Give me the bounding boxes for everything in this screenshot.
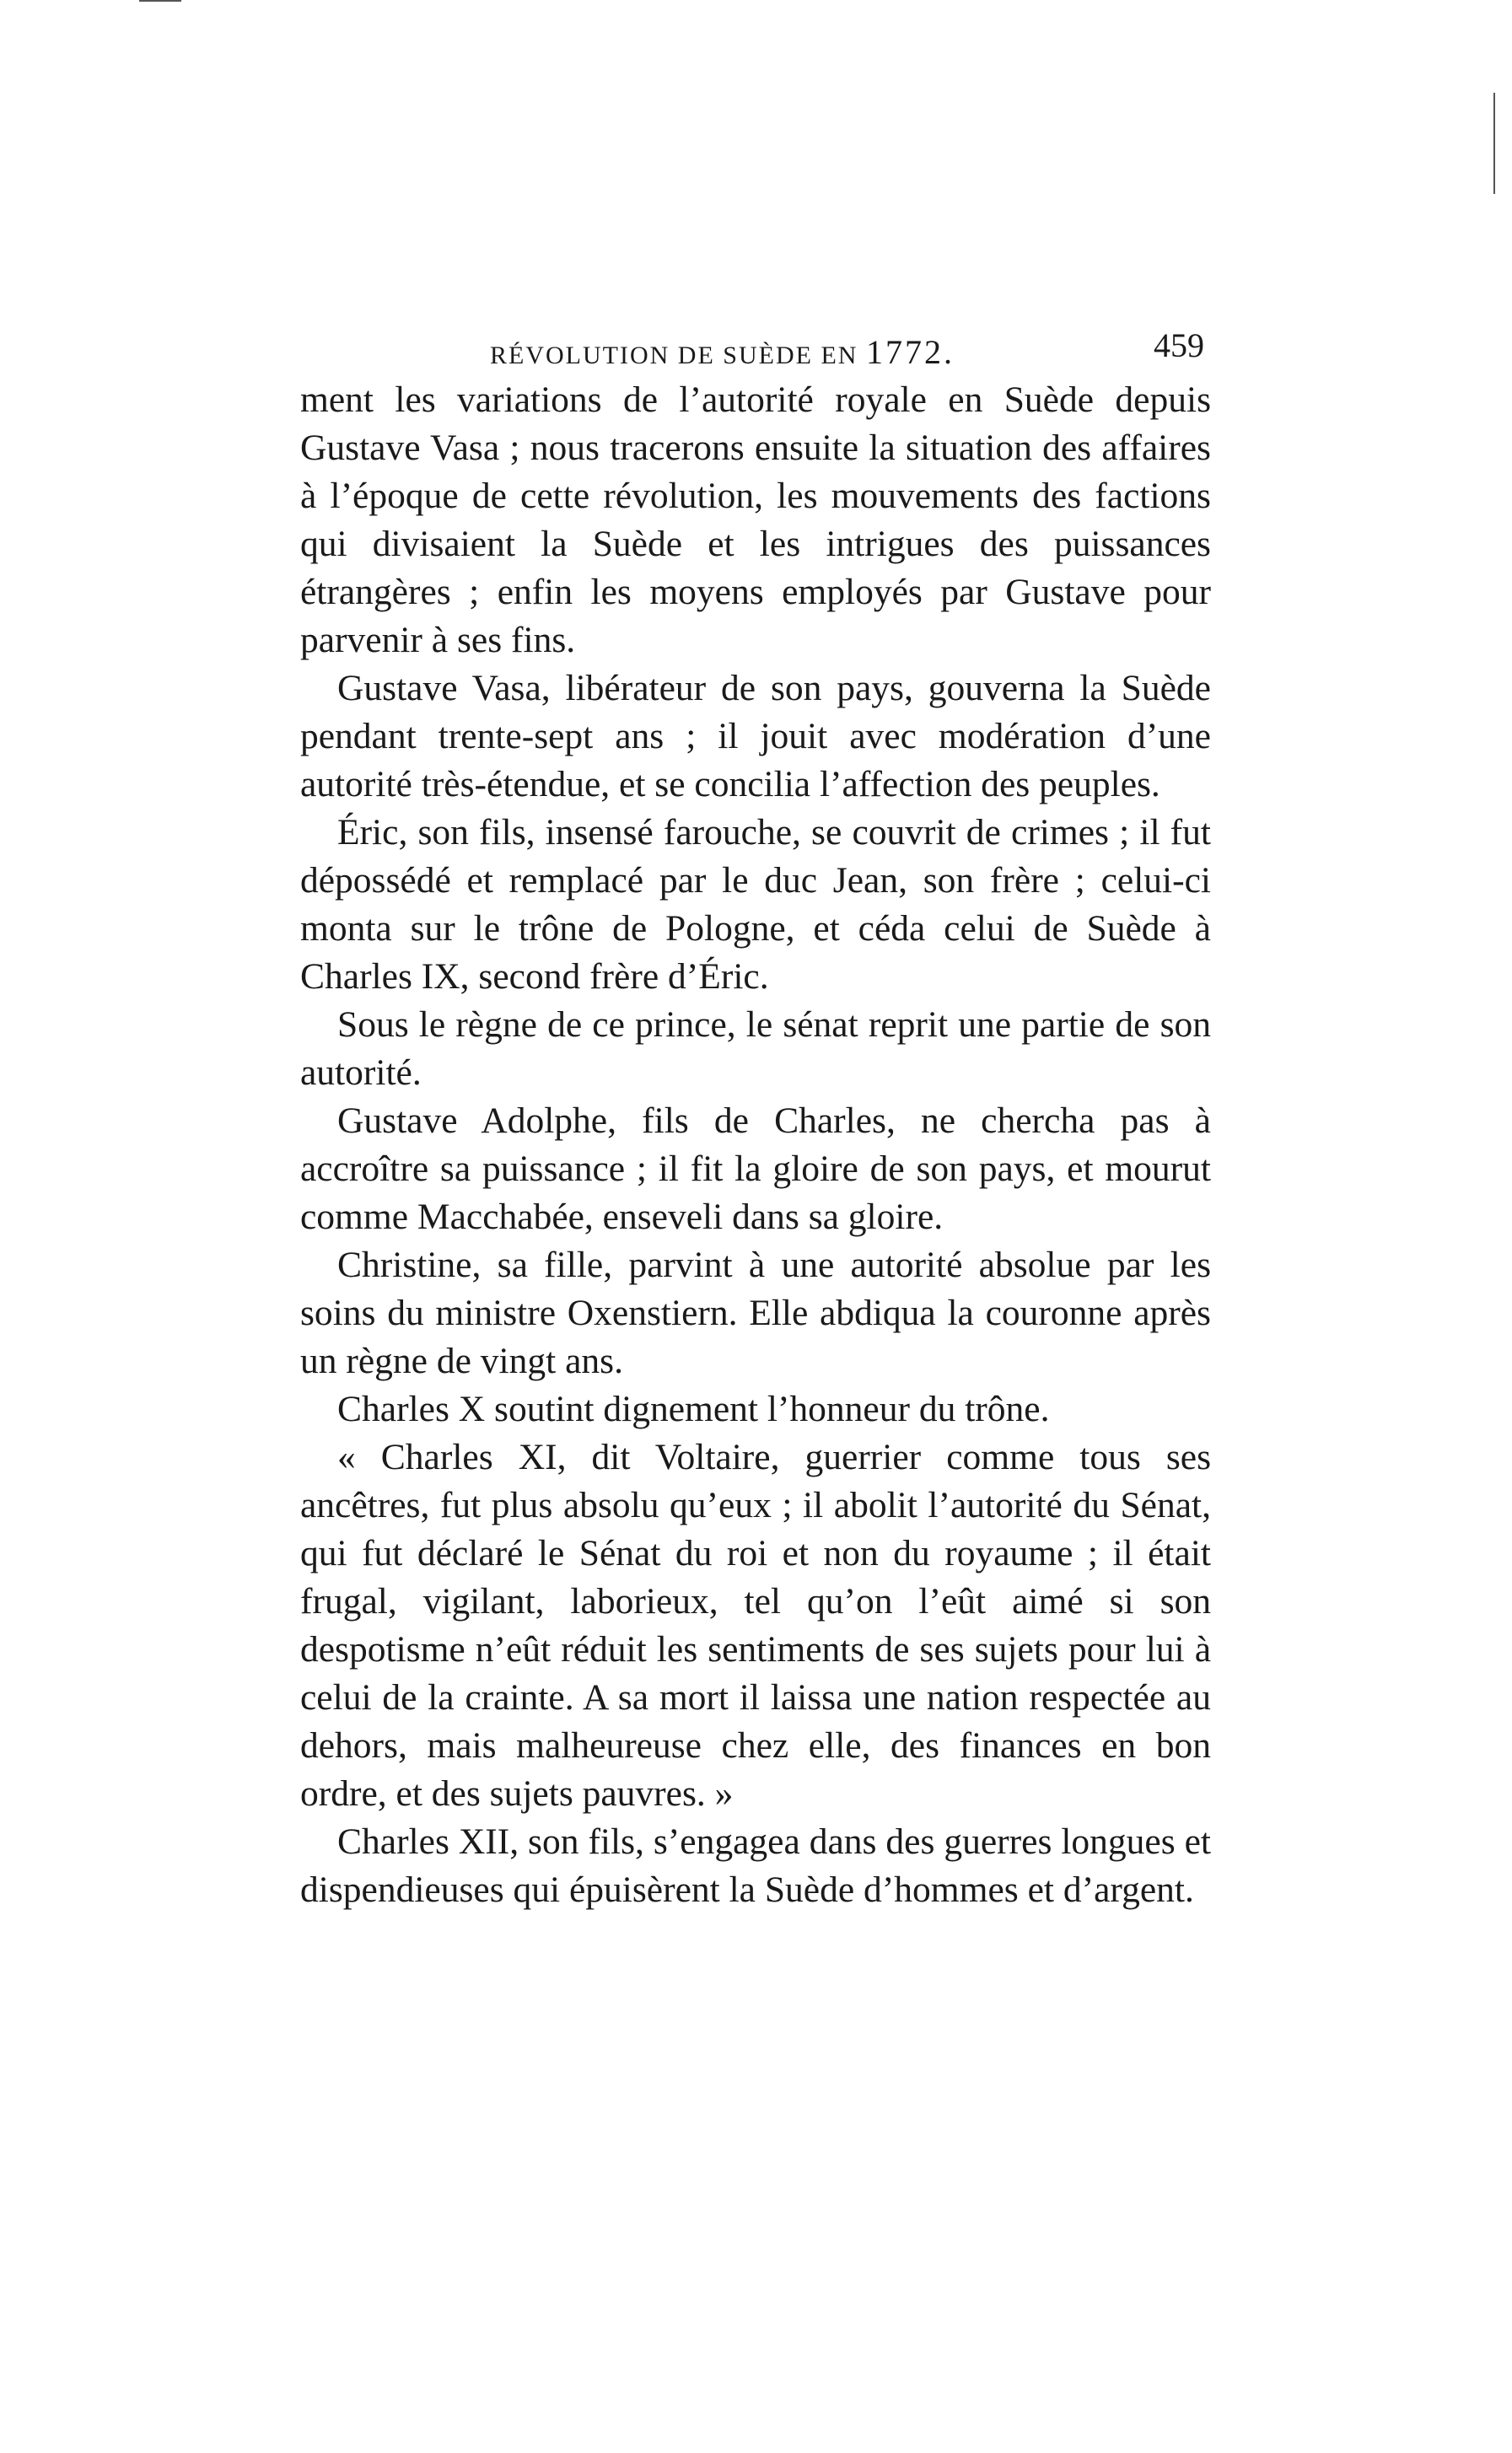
paragraph-charles-xi-quote: « Charles XI, dit Voltaire, guerrier comme tous ses ancêtres, fut plus absolu qu’eux ; il abolit l’autorité du Sénat, qui fut déclaré le Sénat du roi et non du royaume ; il était frugal, vigilant, laborieux, tel qu’on l’eût aimé si son despotisme n’eût réduit les sentiments de ses sujets pour lui à celui de la crainte. A sa mort il laissa une nation respectée au dehors, mais malheureuse chez elle, des finances en bon ordre, et des sujets pauvres. » — [300, 1437, 1211, 1814]
paragraph-gustave-adolphe: Gustave Adolphe, fils de Charles, ne chercha pas à accroître sa puissance ; il fit la gloire de son pays, et mourut comme Macchabée, enseveli dans sa gloire. — [300, 1100, 1211, 1237]
paragraph-charles-ix: Sous le règne de ce prince, le sénat reprit une partie de son autorité. — [300, 1004, 1211, 1093]
paragraph-eric: Éric, son fils, insensé farouche, se couvrit de crimes ; il fut dépossédé et remplacé par le duc Jean, son frère ; celui-ci monta sur le trône de Pologne, et céda celui de Suède à Charles IX, second frère d’Éric. — [300, 812, 1211, 997]
page-number: 459 — [1154, 326, 1204, 364]
paragraph-continuation: ment les variations de l’autorité royale en Suède depuis Gustave Vasa ; nous tracerons ensuite la situation des affaires à l’époque de cette révolution, les mouvements des factions qui divisaient la Suède et les intrigues des puissances étrangères ; enfin les moyens employés par Gustave pour parvenir à ses fins. — [300, 379, 1211, 660]
running-title-year: 1772. — [865, 333, 955, 371]
scan-top-mark — [139, 0, 181, 2]
paragraph-christine: Christine, sa fille, parvint à une autorité absolue par les soins du ministre Oxenstiern. Elle abdiqua la couronne après un règne de vingt ans. — [300, 1245, 1211, 1381]
paragraph-charles-x: Charles X soutint dignement l’honneur du trône. — [337, 1389, 1050, 1429]
body-text — [300, 376, 1211, 1914]
scan-edge-mark — [1493, 93, 1495, 194]
paragraph-gustave-vasa: Gustave Vasa, libérateur de son pays, gouverna la Suède pendant trente-sept ans ; il jouit avec modération d’une autorité très-étendue, et se concilia l’affection des peuples. — [300, 668, 1211, 804]
running-title — [490, 332, 955, 372]
paragraph-charles-xii: Charles XII, son fils, s’engagea dans des guerres longues et dispendieuses qui épuisèrent la Suède d’hommes et d’argent. — [300, 1821, 1211, 1910]
running-title-text: RÉVOLUTION DE SUÈDE EN — [490, 342, 858, 369]
running-head — [300, 325, 1211, 376]
